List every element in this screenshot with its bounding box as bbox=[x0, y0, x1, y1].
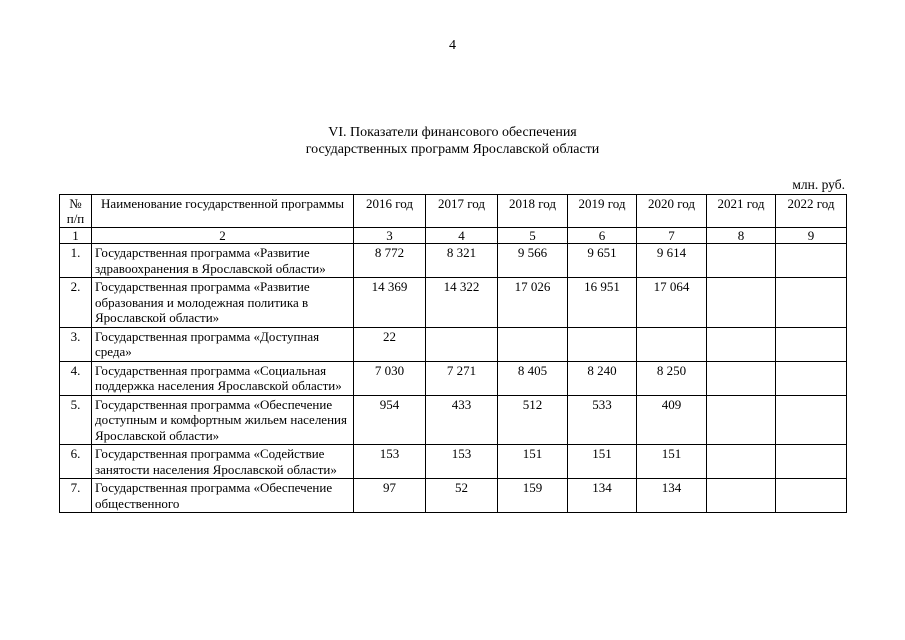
units-note: млн. руб. bbox=[792, 177, 845, 192]
value-2016: 153 bbox=[354, 445, 426, 479]
header-2016: 2016 год bbox=[354, 195, 426, 228]
value-2017: 7 271 bbox=[426, 361, 498, 395]
row-number: 7. bbox=[60, 479, 92, 513]
value-2019: 134 bbox=[568, 479, 637, 513]
value-2016: 14 369 bbox=[354, 278, 426, 328]
value-2016: 8 772 bbox=[354, 244, 426, 278]
value-2017: 52 bbox=[426, 479, 498, 513]
column-index-cell: 1 bbox=[60, 228, 92, 244]
column-index-cell: 9 bbox=[776, 228, 847, 244]
value-2020: 9 614 bbox=[637, 244, 707, 278]
table-row bbox=[60, 445, 847, 479]
value-2019 bbox=[568, 327, 637, 361]
column-index-cell: 3 bbox=[354, 228, 426, 244]
value-2021 bbox=[707, 278, 776, 328]
program-name: Государственная программа «Развитие здравоохранения в Ярославской области» bbox=[92, 244, 354, 278]
value-2020: 409 bbox=[637, 395, 707, 445]
value-2018: 151 bbox=[498, 445, 568, 479]
value-2022 bbox=[776, 278, 847, 328]
value-2022 bbox=[776, 327, 847, 361]
value-2019: 151 bbox=[568, 445, 637, 479]
column-index-cell: 4 bbox=[426, 228, 498, 244]
value-2018 bbox=[498, 327, 568, 361]
program-name: Государственная программа «Обеспечение доступным и комфортным жильем населения Ярославской области» bbox=[92, 395, 354, 445]
value-2018: 159 bbox=[498, 479, 568, 513]
row-number: 2. bbox=[60, 278, 92, 328]
value-2021 bbox=[707, 361, 776, 395]
value-2020: 151 bbox=[637, 445, 707, 479]
header-num: № п/п bbox=[60, 195, 92, 228]
value-2020: 17 064 bbox=[637, 278, 707, 328]
row-number: 1. bbox=[60, 244, 92, 278]
header-2020: 2020 год bbox=[637, 195, 707, 228]
row-number: 5. bbox=[60, 395, 92, 445]
value-2021 bbox=[707, 445, 776, 479]
value-2022 bbox=[776, 395, 847, 445]
value-2018: 8 405 bbox=[498, 361, 568, 395]
header-2021: 2021 год bbox=[707, 195, 776, 228]
table-row bbox=[60, 278, 847, 328]
section-title-line-1: VI. Показатели финансового обеспечения bbox=[328, 125, 577, 140]
value-2022 bbox=[776, 479, 847, 513]
column-index-cell: 7 bbox=[637, 228, 707, 244]
value-2019: 533 bbox=[568, 395, 637, 445]
column-index-cell: 6 bbox=[568, 228, 637, 244]
value-2022 bbox=[776, 244, 847, 278]
value-2019: 9 651 bbox=[568, 244, 637, 278]
value-2020: 134 bbox=[637, 479, 707, 513]
value-2019: 16 951 bbox=[568, 278, 637, 328]
header-name: Наименование государственной программы bbox=[92, 195, 354, 228]
value-2018: 512 bbox=[498, 395, 568, 445]
table-header-row bbox=[60, 195, 847, 228]
header-2022: 2022 год bbox=[776, 195, 847, 228]
table-row bbox=[60, 244, 847, 278]
value-2020: 8 250 bbox=[637, 361, 707, 395]
value-2016: 7 030 bbox=[354, 361, 426, 395]
value-2019: 8 240 bbox=[568, 361, 637, 395]
program-name: Государственная программа «Развитие образования и молодежная политика в Ярославской области» bbox=[92, 278, 354, 328]
column-index-cell: 8 bbox=[707, 228, 776, 244]
program-name: Государственная программа «Обеспечение общественного bbox=[92, 479, 354, 513]
column-index-cell: 5 bbox=[498, 228, 568, 244]
page-number: 4 bbox=[449, 38, 456, 53]
value-2017: 433 bbox=[426, 395, 498, 445]
table-row bbox=[60, 479, 847, 513]
value-2018: 17 026 bbox=[498, 278, 568, 328]
value-2016: 97 bbox=[354, 479, 426, 513]
value-2017: 8 321 bbox=[426, 244, 498, 278]
value-2021 bbox=[707, 327, 776, 361]
value-2017: 153 bbox=[426, 445, 498, 479]
financial-indicators-table bbox=[59, 194, 847, 513]
value-2016: 954 bbox=[354, 395, 426, 445]
value-2017 bbox=[426, 327, 498, 361]
value-2022 bbox=[776, 361, 847, 395]
value-2021 bbox=[707, 479, 776, 513]
header-2017: 2017 год bbox=[426, 195, 498, 228]
value-2021 bbox=[707, 395, 776, 445]
value-2016: 22 bbox=[354, 327, 426, 361]
row-number: 4. bbox=[60, 361, 92, 395]
value-2021 bbox=[707, 244, 776, 278]
header-2018: 2018 год bbox=[498, 195, 568, 228]
value-2020 bbox=[637, 327, 707, 361]
row-number: 6. bbox=[60, 445, 92, 479]
table-row bbox=[60, 327, 847, 361]
column-index-cell: 2 bbox=[92, 228, 354, 244]
section-title bbox=[0, 124, 905, 158]
row-number: 3. bbox=[60, 327, 92, 361]
value-2022 bbox=[776, 445, 847, 479]
header-2019: 2019 год bbox=[568, 195, 637, 228]
table-row bbox=[60, 395, 847, 445]
program-name: Государственная программа «Социальная поддержка населения Ярославской области» bbox=[92, 361, 354, 395]
value-2017: 14 322 bbox=[426, 278, 498, 328]
section-title-line-2: государственных программ Ярославской области bbox=[305, 142, 600, 157]
value-2018: 9 566 bbox=[498, 244, 568, 278]
table-row bbox=[60, 361, 847, 395]
program-name: Государственная программа «Доступная среда» bbox=[92, 327, 354, 361]
program-name: Государственная программа «Содействие занятости населения Ярославской области» bbox=[92, 445, 354, 479]
column-index-row bbox=[60, 228, 847, 244]
